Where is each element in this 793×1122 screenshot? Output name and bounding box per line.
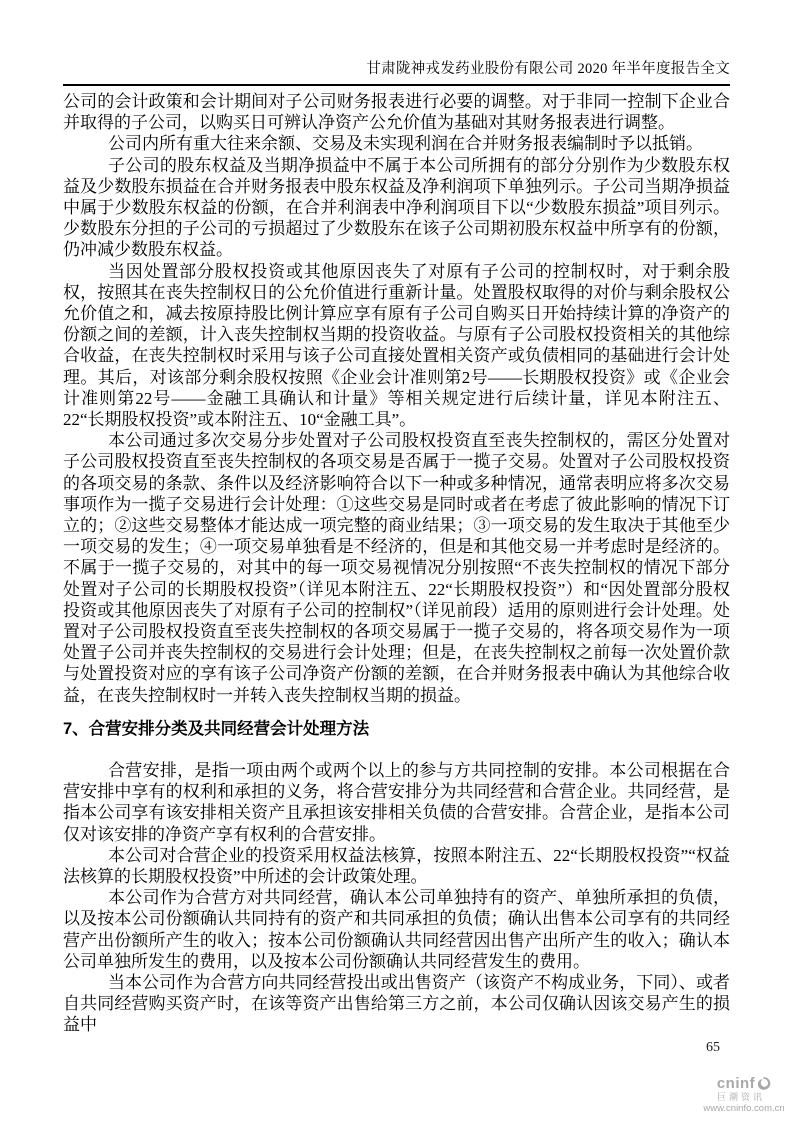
paragraph: 公司内所有重大往来余额、交易及未实现利润在合并财务报表编制时予以抵销。	[108, 134, 703, 154]
header-rule	[63, 84, 730, 86]
cninfo-logo-url: www.cninfo.com.cn	[703, 1103, 785, 1114]
cninfo-logo	[702, 1076, 786, 1114]
paragraph: 本公司通过多次交易分步处置对子公司股权投资直至丧失控制权的，需区分处置对子公司股权投资直至丧失控制权的各项交易是否属于一揽子交易。处置对子公司股权投资的各项交易的条款、条件以及经济影响符合以下一种或多种情况，通常表明应将多次交易事项作为一揽子交易进行会计处理：①这些交易是同时或者在考虑了彼此影响的情况下订立的；②这些交易整体才能达成一项完整的商业结果；③一项交易的发生取决于其他至少一项交易的发生；④一项交易单独看是不经济的，但是和其他交易一并考虑时是经济的。不属于一揽子交易的，对其中的每一项交易视情况分别按照“不丧失控制权的情况下部分处置对子公司的长期股权投资”（详见本附注五、22“长期股权投资”）和“因处置部分股权投资或其他原因丧失了对原有子公司的控制权”（详见前段）适用的原则进行会计处理。处置对子公司股权投资直至丧失控制权的各项交易属于一揽子交易的，将各项交易作为一项处置子公司并丧失控制权的交易进行会计处理；但是，在丧失控制权之前每一次处置价款与处置投资对应的享有该子公司净资产份额的差额，在合并财务报表中确认为其他综合收益，在丧失控制权时一并转入丧失控制权当期的损益。	[63, 431, 730, 705]
paragraph: 合营安排，是指一项由两个或两个以上的参与方共同控制的安排。本公司根据在合营安排中享有的权利和承担的义务，将合营安排分为共同经营和合营企业。共同经营，是指本公司享有该安排相关资产且承担该安排相关负债的合营安排。合营企业，是指本公司仅对该安排的净资产享有权利的合营安排。	[63, 760, 730, 844]
paragraph: 本公司对合营企业的投资采用权益法核算，按照本附注五、22“长期股权投资”“权益法核算的长期股权投资”中所述的会计政策处理。	[63, 845, 730, 886]
paragraph: 本公司作为合营方对共同经营，确认本公司单独持有的资产、单独所承担的负债，以及按本公司份额确认共同持有的资产和共同承担的负债；确认出售本公司享有的共同经营产出份额所产生的收入；按本公司份额确认共同经营因出售产出所产生的收入；确认本公司单独所发生的费用，以及按本公司份额确认共同经营发生的费用。	[63, 888, 730, 971]
paragraph: 当因处置部分股权投资或其他原因丧失了对原有子公司的控制权时，对于剩余股权，按照其在丧失控制权日的公允价值进行重新计量。处置股权取得的对价与剩余股权公允价值之和，减去按原持股比例计算应享有原有子公司自购买日开始持续计算的净资产的份额之间的差额，计入丧失控制权当期的投资收益。与原有子公司股权投资相关的其他综合收益，在丧失控制权时采用与该子公司直接处置相关资产或负债相同的基础进行会计处理。其后，对该部分剩余股权按照《企业会计准则第2号——长期股权投资》或《企业会计准则第22号——金融工具确认和计量》等相关规定进行后续计量，详见本附注五、22“长期股权投资”或本附注五、10“金融工具”。	[63, 261, 730, 430]
section-heading: 7、合营安排分类及共同经营会计处理方法	[63, 719, 370, 738]
document-body	[63, 91, 730, 1036]
paragraph: 子公司的股东权益及当期净损益中不属于本公司所拥有的部分分别作为少数股东权益及少数股东损益在合并财务报表中股东权益及净利润项下单独列示。子公司当期净损益中属于少数股东权益的份额，在合并利润表中净利润项目下以“少数股东损益”项目列示。少数股东分担的子公司的亏损超过了少数股东在该子公司期初股东权益中所享有的份额，仍冲减少数股东权益。	[63, 155, 730, 260]
page-header-title: 甘肃陇神戎发药业股份有限公司 2020 年半年度报告全文	[366, 61, 730, 77]
paragraph: 公司的会计政策和会计期间对子公司财务报表进行必要的调整。对于非同一控制下企业合并取得的子公司，以购买日可辨认净资产公允价值为基础对其财务报表进行调整。	[63, 92, 730, 133]
cninfo-logo-text: cninf	[716, 1075, 756, 1092]
cninfo-logo-chinese-name: 巨潮资讯	[716, 1092, 765, 1102]
cninfo-logo-row	[702, 1076, 786, 1091]
cninfo-swirl-icon	[756, 1076, 771, 1091]
page-number: 65	[706, 1040, 720, 1055]
paragraph: 当本公司作为合营方向共同经营投出或出售资产（该资产不构成业务，下同）、或者自共同经营购买资产时，在该等资产出售给第三方之前，本公司仅确认因该交易产生的损益中	[63, 972, 730, 1035]
